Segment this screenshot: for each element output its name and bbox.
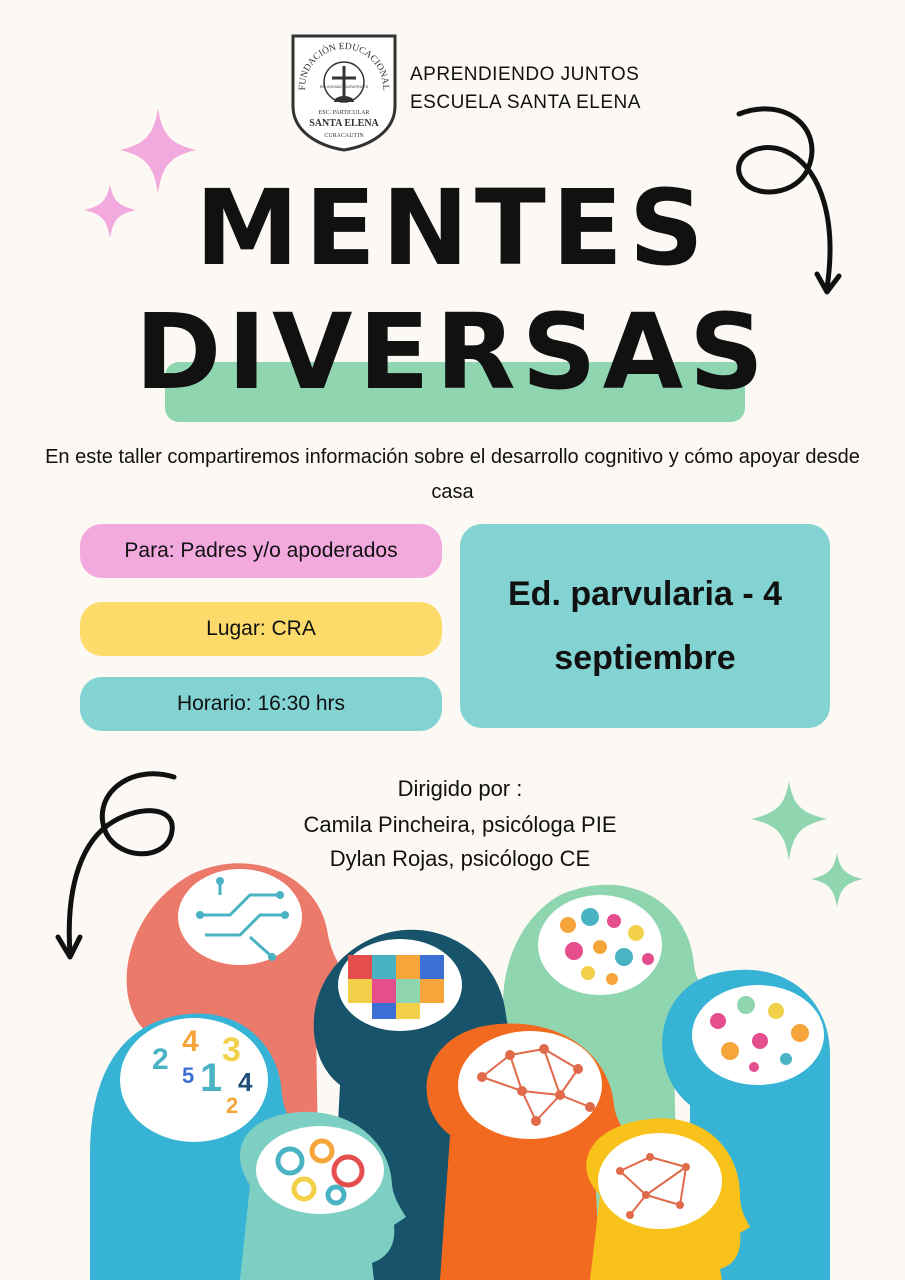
logo-school-name: SANTA ELENA [309, 118, 379, 129]
digit-label: 3 [222, 1031, 241, 1069]
schedule-pill [80, 677, 442, 731]
header-tagline: APRENDIENDO JUNTOS [410, 64, 640, 85]
credits-person-2: Dylan Rojas, psicólogo CE [329, 846, 591, 871]
sparkle-icon [751, 781, 827, 861]
digit-label: 4 [238, 1067, 253, 1097]
title-line-1: MENTES [195, 167, 710, 289]
digit-label: 2 [226, 1093, 239, 1118]
date-line-2: septiembre [554, 639, 736, 677]
title-line-2: DIVERSAS [135, 291, 770, 413]
logo-school-small: ESC. PARTICULAR [318, 110, 370, 116]
date-line-1: Ed. parvularia - 4 [508, 575, 782, 613]
intro-text: En este taller compartiremos información sobre el desarrollo cognitivo y cómo apoyar desde casa [45, 446, 860, 503]
credits-label: Dirigido por : [397, 776, 523, 801]
diverse-minds-illustration [90, 855, 830, 1280]
digit-label: 2 [152, 1043, 169, 1076]
header-school-name: ESCUELA SANTA ELENA [410, 92, 641, 113]
credits-person-1: Camila Pincheira, psicóloga PIE [303, 812, 617, 837]
date-box [460, 524, 830, 728]
location-pill [80, 602, 442, 656]
audience-pill [80, 524, 442, 578]
logo-city: CURACAUTIN [324, 133, 364, 139]
audience-label: Para: Padres y/o apoderados [124, 539, 398, 562]
digit-label: 4 [182, 1025, 199, 1058]
logo-inner-text: RELIGIOSAS ADORATRICES [319, 85, 369, 89]
logo-arc-text: FUNDACIÓN EDUCACIONAL [297, 41, 391, 91]
digit-label: 5 [182, 1063, 195, 1088]
digit-label: 1 [200, 1056, 223, 1100]
schedule-label: Horario: 16:30 hrs [176, 692, 346, 715]
location-label: Lugar: CRA [206, 617, 316, 640]
school-logo [285, 30, 403, 152]
